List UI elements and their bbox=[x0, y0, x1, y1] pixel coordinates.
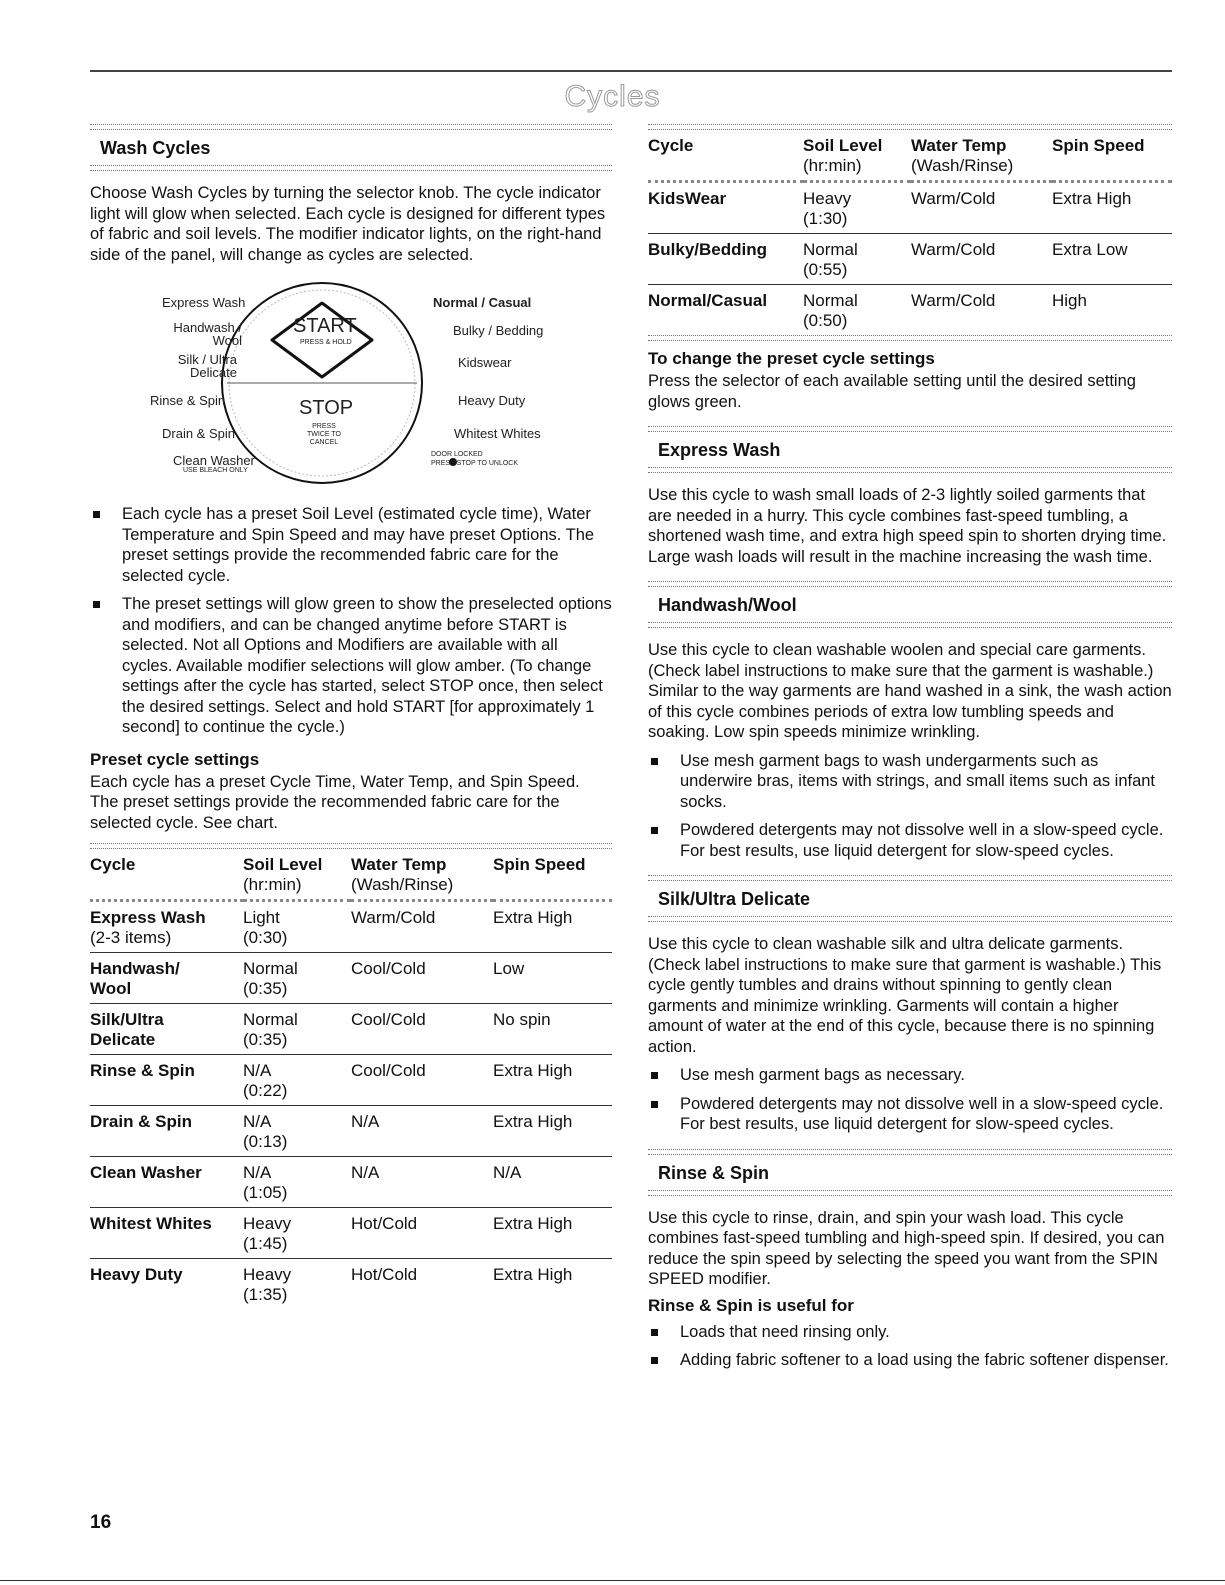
dial-label-drain-spin: Drain & Spin bbox=[162, 426, 235, 441]
list-item: Use mesh garment bags to wash undergarments such as underwire bras, items with strings, and small items such as infant socks. bbox=[648, 751, 1172, 813]
section-divider bbox=[90, 165, 612, 171]
section-divider bbox=[648, 1190, 1172, 1196]
table-row: Normal/Casual Normal (0:50) Warm/Cold High bbox=[648, 291, 1087, 330]
rinse-spin-text: Use this cycle to rinse, drain, and spin your wash load. This cycle combines fast-speed tumbling and high-speed spin. If desired, you can reduce the spin speed by selecting the speed you want from the SPIN SPEED modifier. bbox=[648, 1208, 1165, 1288]
silk-bullets bbox=[648, 1065, 1172, 1135]
table-row: Heavy Duty Heavy (1:35) Hot/Cold Extra High bbox=[90, 1265, 573, 1304]
handwash-wool-text: Use this cycle to clean washable woolen and special care garments. (Check label instructions to make sure that the garment is washable.) Similar to the way garments are hand washed in a sink, the wash action of this cycle combines periods of extra low tumbling speeds and soaking. Low spin speeds minimize wrinkling. bbox=[648, 641, 1172, 741]
dial-label-clean-washer: Clean Washer bbox=[173, 453, 255, 468]
header-cycle: Cycle bbox=[648, 136, 694, 155]
table-header-row bbox=[90, 849, 612, 901]
dial-label-heavy-duty: Heavy Duty bbox=[458, 393, 526, 408]
table-row: Whitest Whites Heavy (1:45) Hot/Cold Extra High bbox=[90, 1208, 612, 1259]
preset-text: Each cycle has a preset Cycle Time, Water Temp, and Spin Speed. The preset settings provide the recommended fabric care for the selected cycle. See chart. bbox=[90, 772, 580, 832]
table-row: Silk/Ultra Delicate Normal (0:35) Cool/Cold No spin bbox=[90, 1004, 612, 1055]
table-row: Handwash/ Wool Normal (0:35) Cool/Cold Low bbox=[90, 953, 612, 1004]
table-row: Bulky/Bedding Normal (0:55) Warm/Cold Extra Low bbox=[648, 234, 1172, 285]
list-item: Powdered detergents may not dissolve well in a slow-speed cycle. For best results, use liquid detergent for slow-speed cycles. bbox=[648, 1094, 1172, 1135]
wash-cycles-heading: Wash Cycles bbox=[100, 138, 211, 158]
silk-ultra-delicate-text: Use this cycle to clean washable silk and ultra delicate garments. (Check label instructions to make sure that garment is washable.) This cycle gently tumbles and drains without spinning to gently clean garments and minimize wrinkling. Garments will contain a higher amount of water at the end of this cycle, because there is no spinning action. bbox=[648, 935, 1162, 1056]
dial-label-rinse-spin: Rinse & Spin bbox=[150, 393, 226, 408]
bottom-rule bbox=[0, 1580, 1225, 1581]
header-soil-level: Soil Level (hr:min) bbox=[243, 855, 323, 894]
table-row: KidsWear Heavy (1:30) Warm/Cold Extra High bbox=[648, 182, 1172, 234]
header-cycle: Cycle bbox=[90, 855, 136, 874]
door-locked-label: DOOR LOCKED bbox=[431, 451, 483, 458]
start-press-hold-note: PRESS & HOLD bbox=[300, 339, 352, 346]
rinse-spin-useful-heading: Rinse & Spin is useful for bbox=[648, 1295, 854, 1315]
table-row: Rinse & Spin N/A (0:22) Cool/Cold Extra High bbox=[90, 1055, 612, 1106]
dial-label-bulky-bedding: Bulky / Bedding bbox=[453, 323, 544, 338]
table-row: Drain & Spin N/A (0:13) N/A Extra High bbox=[90, 1106, 612, 1157]
express-wash-text: Use this cycle to wash small loads of 2-3 lightly soiled garments that are needed in a hurry. This cycle combines fast-speed tumbling, a shortened wash time, and extra high speed spin to shorten drying time. Large wash loads will result in the machine increasing the wash time. bbox=[648, 486, 1167, 566]
section-divider bbox=[648, 467, 1172, 473]
table-row: Clean Washer N/A (1:05) N/A N/A bbox=[90, 1157, 612, 1208]
stop-button-label: STOP bbox=[299, 397, 354, 419]
rinse-spin-bullets bbox=[648, 1322, 1172, 1371]
express-wash-heading: Express Wash bbox=[658, 440, 781, 460]
wash-cycles-bullets bbox=[90, 504, 612, 738]
header-water-temp: Water Temp (Wash/Rinse) bbox=[351, 855, 454, 894]
cycles-table-left bbox=[90, 849, 612, 1309]
change-settings-text: Press the selector of each available setting until the desired setting glows green. bbox=[648, 372, 1136, 411]
handwash-wool-heading: Handwash/Wool bbox=[658, 595, 797, 615]
right-column bbox=[648, 124, 1172, 1379]
door-unlock-note: PRESS STOP TO UNLOCK bbox=[431, 460, 519, 467]
table-header-row bbox=[648, 130, 1172, 182]
left-column bbox=[90, 124, 612, 1309]
preset-heading: Preset cycle settings bbox=[90, 749, 260, 769]
dial-label-handwash-wool: Handwash / Wool bbox=[173, 320, 242, 348]
clean-washer-note: USE BLEACH ONLY bbox=[183, 467, 248, 474]
header-soil-level: Soil Level (hr:min) bbox=[803, 136, 883, 175]
list-item: Use mesh garment bags as necessary. bbox=[648, 1065, 1172, 1086]
top-rule bbox=[90, 70, 1172, 72]
page-number: 16 bbox=[90, 1512, 112, 1533]
silk-ultra-delicate-heading: Silk/Ultra Delicate bbox=[658, 889, 811, 909]
section-divider bbox=[648, 335, 1172, 341]
dial-label-kidswear: Kidswear bbox=[458, 355, 512, 370]
list-item: Each cycle has a preset Soil Level (estimated cycle time), Water Temperature and Spin Speed and may have preset Options. The preset settings provide the recommended fabric care for the selected cycle. bbox=[90, 504, 612, 586]
cycles-table-right bbox=[648, 130, 1172, 335]
header-spin-speed: Spin Speed bbox=[1052, 136, 1145, 155]
section-divider bbox=[648, 622, 1172, 628]
page-title: Cycles bbox=[564, 80, 661, 113]
dial-label-normal-casual: Normal / Casual bbox=[433, 295, 532, 310]
header-spin-speed: Spin Speed bbox=[493, 855, 586, 874]
handwash-bullets bbox=[648, 751, 1172, 862]
list-item: Loads that need rinsing only. bbox=[648, 1322, 1172, 1343]
list-item: Powdered detergents may not dissolve well in a slow-speed cycle. For best results, use liquid detergent for slow-speed cycles. bbox=[648, 820, 1172, 861]
rinse-spin-heading: Rinse & Spin bbox=[658, 1162, 770, 1183]
selector-dial-diagram bbox=[90, 273, 612, 488]
dial-label-express-wash: Express Wash bbox=[162, 295, 246, 310]
start-button-label: START bbox=[293, 315, 357, 337]
header-water-temp: Water Temp (Wash/Rinse) bbox=[911, 136, 1014, 175]
dial-label-whitest-whites: Whitest Whites bbox=[454, 426, 541, 441]
wash-cycles-intro: Choose Wash Cycles by turning the selector knob. The cycle indicator light will glow when selected. Each cycle is designed for different types of fabric and soil levels. The modifier indicator lights, on the right-hand side of the panel, will change as cycles are selected. bbox=[90, 184, 606, 264]
change-settings-heading: To change the preset cycle settings bbox=[648, 349, 935, 368]
section-divider bbox=[648, 916, 1172, 922]
list-item: The preset settings will glow green to show the preselected options and modifiers, and can be changed anytime before START is selected. Not all Options and Modifiers are available with all cycles. Available modifier selections will glow amber. (To change settings after the cycle has started, select STOP once, then select the desired settings. Select and hold START [for approximately 1 second] to continue the cycle.) bbox=[90, 594, 612, 738]
stop-press-twice-note: PRESS TWICE TO CANCEL bbox=[307, 423, 341, 446]
list-item: Adding fabric softener to a load using the fabric softener dispenser. bbox=[648, 1350, 1172, 1371]
dial-label-silk-ultra-delicate: Silk / Ultra Delicate bbox=[177, 352, 237, 380]
table-row: Express Wash (2-3 items) Light (0:30) Warm/Cold Extra High bbox=[90, 901, 612, 953]
